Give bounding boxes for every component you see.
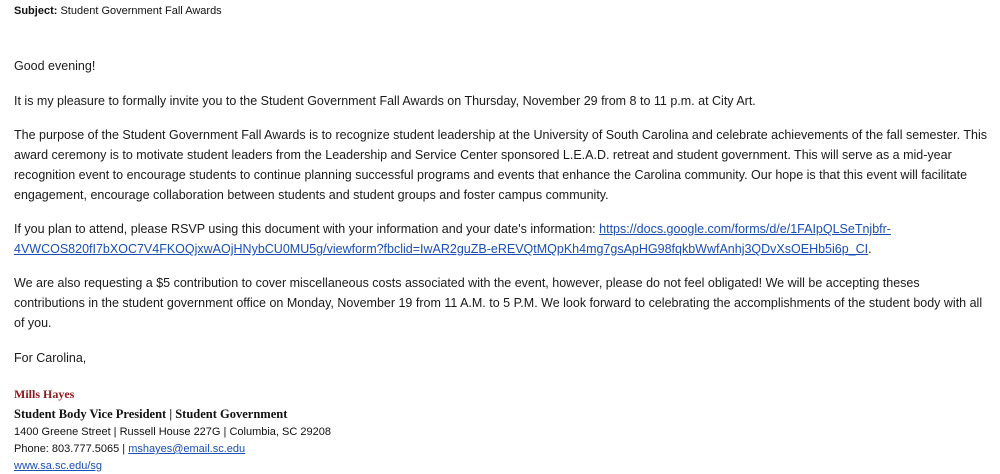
invite-paragraph: It is my pleasure to formally invite you to the Student Government Fall Awards on Thursday, November 29 from 8 to 11 p.m. at City Art. <box>14 94 756 108</box>
rsvp-end: . <box>868 242 872 256</box>
signature-phone: Phone: 803.777.5065 | <box>14 443 129 455</box>
rsvp-paragraph <box>14 219 989 259</box>
purpose-paragraph: The purpose of the Student Government Fall Awards is to recognize student leadership at the University of South Carolina and celebrate achievements of the fall semester. This award ceremony is to motivate student leaders from the Leadership and Service Center sponsored L.E.A.D. retreat and student government. This will serve as a mid-year recognition event to encourage students to continue planning successful programs and events that enhance the Carolina community. Our hope is that this event will facilitate engagement, encourage collaboration between students and student groups and foster campus community. <box>14 128 987 202</box>
signature-contact <box>14 441 331 458</box>
contribution-paragraph: We are also requesting a $5 contribution to cover miscellaneous costs associated with the event, however, please do not feel obligated! We will be accepting theses contributions in the student government office on Monday, November 19 from 11 A.M. to 5 P.M. We look forward to celebrating the accomplishments of the student body with all of you. <box>14 276 983 330</box>
signature-title: Student Body Vice President | Student Government <box>14 407 288 421</box>
closing-line: For Carolina, <box>14 351 87 365</box>
rsvp-text: If you plan to attend, please RSVP using this document with your information and your date's information: <box>14 222 600 236</box>
subject-label: Subject: <box>14 5 58 17</box>
greeting-paragraph: Good evening! <box>14 59 96 73</box>
signature-website-row <box>14 458 331 474</box>
subject-value: Student Government Fall Awards <box>60 5 222 17</box>
signature-website-link[interactable]: www.sa.sc.edu/sg <box>14 460 103 472</box>
signature-block <box>14 385 331 474</box>
subject-line <box>14 5 222 18</box>
signature-address: 1400 Greene Street | Russell House 227G | Columbia, SC 29208 <box>14 426 331 438</box>
rsvp-form-link[interactable]: https://docs.google.com/forms/d/e/1FAIpQLSeTnjbfr-4VWCOS820fI7bXOC7V4FKOQjxwAOjHNybCU0MU5g/viewform?fbclid=IwAR2guZB-eREVQtMQpKh4mg7gsApHG98fqkbWwfAnhj3QDvXsOEHb5i6p_CI <box>14 222 891 256</box>
signature-name: Mills Hayes <box>14 387 75 401</box>
email-body <box>14 56 989 368</box>
signature-email-link[interactable]: mshayes@email.sc.edu <box>128 443 246 455</box>
